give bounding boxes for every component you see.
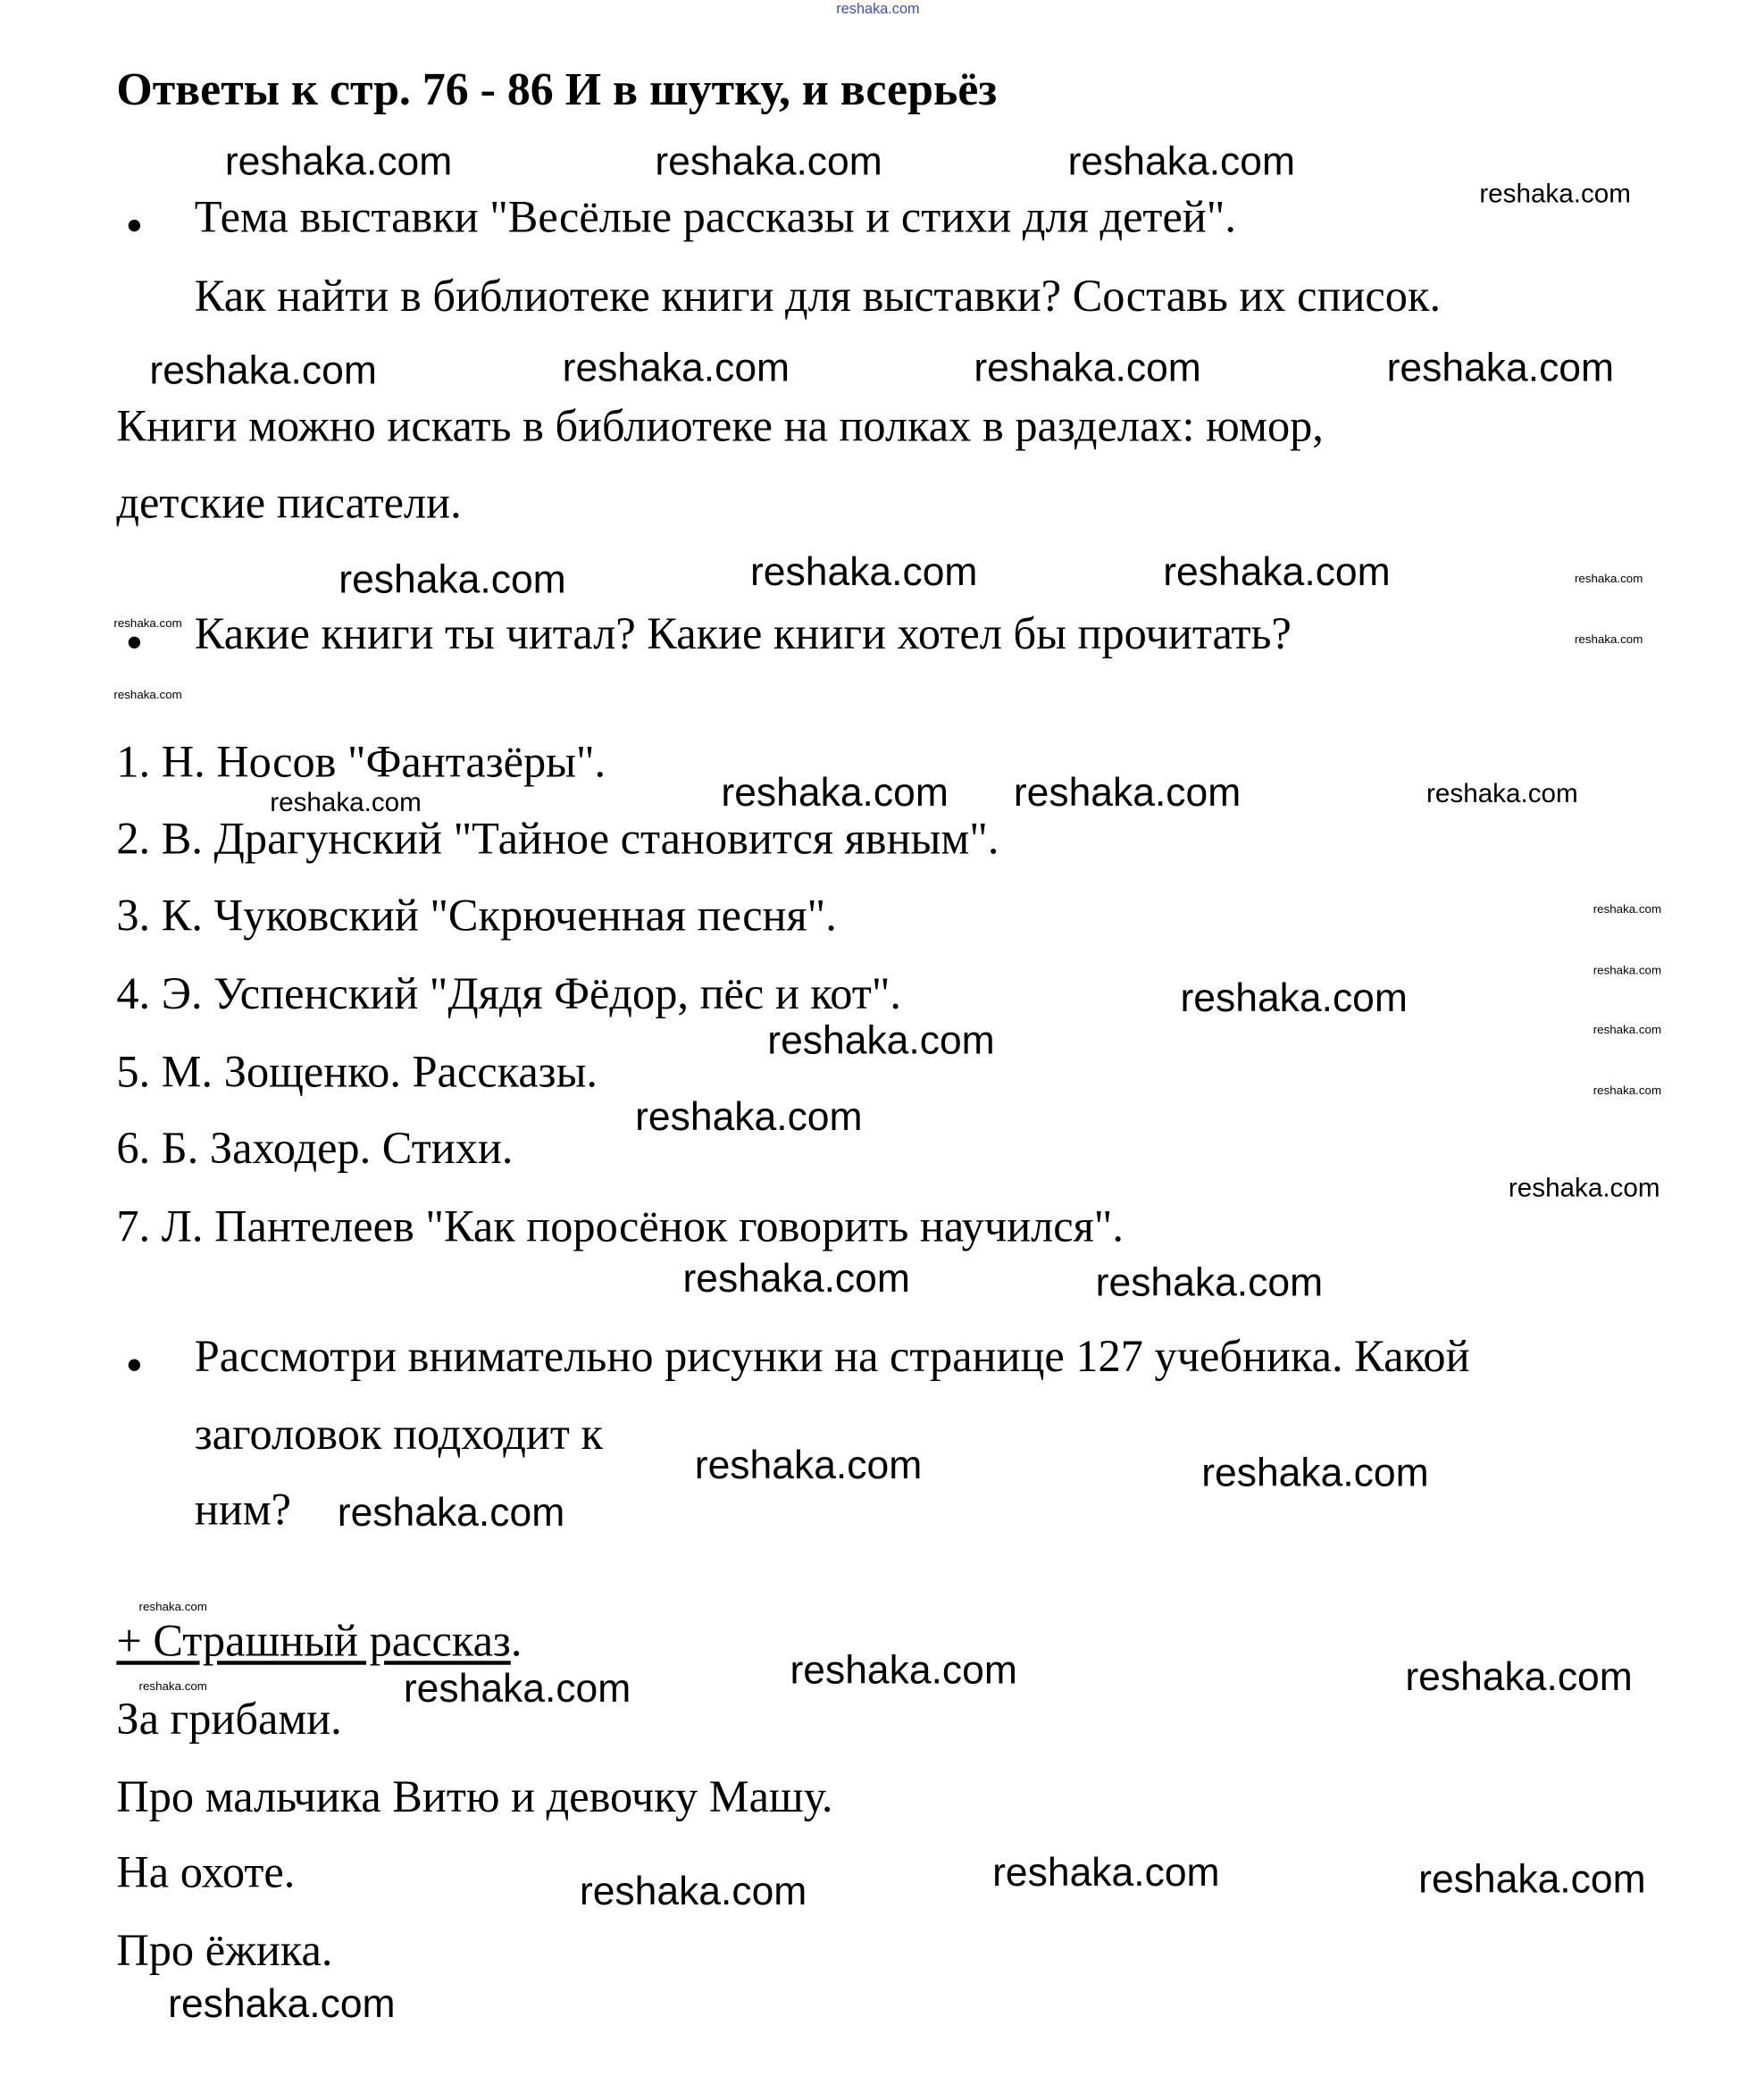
bullet-icon bbox=[129, 637, 140, 649]
watermark: reshaka.com bbox=[1574, 632, 1643, 646]
watermark: reshaka.com bbox=[113, 616, 182, 631]
watermark: reshaka.com bbox=[1067, 140, 1296, 184]
question-text: Тема выставки "Весёлые рассказы и стихи для детей". bbox=[194, 193, 1236, 243]
watermark: reshaka.com bbox=[655, 140, 882, 184]
watermark: reshaka.com bbox=[1593, 963, 1662, 977]
question-text: Какие книги ты читал? Какие книги хотел бы прочитать? bbox=[194, 609, 1292, 659]
watermark: reshaka.com bbox=[1574, 572, 1643, 585]
watermark: reshaka.com bbox=[1013, 771, 1241, 816]
watermark: reshaka.com bbox=[1163, 550, 1391, 595]
watermark: reshaka.com bbox=[224, 140, 453, 184]
watermark: reshaka.com bbox=[138, 1600, 207, 1613]
answer-option: Про ёжика. bbox=[116, 1927, 333, 1976]
list-item: 2. В. Драгунский "Тайное становится явным". bbox=[116, 815, 999, 865]
watermark: reshaka.com bbox=[1508, 1174, 1660, 1203]
watermark: reshaka.com bbox=[1201, 1452, 1429, 1496]
watermark: reshaka.com bbox=[337, 1491, 565, 1536]
list-item: 6. Б. Заходер. Стихи. bbox=[116, 1125, 514, 1175]
watermark: reshaka.com bbox=[1593, 902, 1662, 916]
watermark: reshaka.com bbox=[635, 1095, 863, 1140]
answer-text: Книги можно искать в библиотеке на полках в разделах: юмор, bbox=[116, 402, 1324, 452]
watermark: reshaka.com bbox=[836, 1, 920, 18]
watermark: reshaka.com bbox=[694, 1444, 923, 1488]
watermark: reshaka.com bbox=[1095, 1260, 1324, 1305]
list-item: 1. Н. Носов "Фантазёры". bbox=[116, 738, 606, 788]
list-item: 4. Э. Успенский "Дядя Фёдор, пёс и кот". bbox=[116, 969, 901, 1019]
watermark: reshaka.com bbox=[1593, 1084, 1662, 1098]
list-item: 3. К. Чуковский "Скрюченная песня". bbox=[116, 891, 837, 942]
watermark: reshaka.com bbox=[1180, 976, 1408, 1021]
watermark: reshaka.com bbox=[562, 347, 790, 391]
watermark: reshaka.com bbox=[113, 688, 182, 702]
watermark: reshaka.com bbox=[270, 788, 422, 818]
list-item: 7. Л. Пантелеев "Как поросёнок говорить научился". bbox=[116, 1202, 1124, 1252]
list-item: 5. М. Зощенко. Рассказы. bbox=[116, 1048, 598, 1098]
watermark: reshaka.com bbox=[790, 1648, 1017, 1693]
watermark: reshaka.com bbox=[682, 1257, 910, 1301]
watermark: reshaka.com bbox=[721, 771, 949, 816]
watermark: reshaka.com bbox=[168, 1982, 396, 2027]
watermark: reshaka.com bbox=[579, 1870, 807, 1914]
watermark: reshaka.com bbox=[138, 1679, 207, 1693]
bullet-icon bbox=[129, 1360, 140, 1371]
answer-text: детские писатели. bbox=[116, 479, 462, 529]
watermark: reshaka.com bbox=[974, 347, 1201, 391]
answer-option: За грибами. bbox=[116, 1695, 342, 1745]
watermark: reshaka.com bbox=[767, 1018, 995, 1063]
watermark: reshaka.com bbox=[149, 349, 377, 394]
selected-answer-period: . bbox=[510, 1617, 523, 1667]
watermark: reshaka.com bbox=[1405, 1655, 1633, 1700]
watermark: reshaka.com bbox=[339, 558, 566, 603]
question-text: Рассмотри внимательно рисунки на странице 127 учебника. Какой bbox=[194, 1332, 1470, 1382]
answer-option: Про мальчика Витю и девочку Машу. bbox=[116, 1773, 833, 1823]
watermark: reshaka.com bbox=[1426, 779, 1578, 809]
watermark: reshaka.com bbox=[1479, 180, 1631, 210]
watermark: reshaka.com bbox=[403, 1667, 631, 1712]
question-text: заголовок подходит к bbox=[194, 1410, 603, 1460]
question-text: Как найти в библиотеке книги для выставки? Составь их список. bbox=[194, 272, 1442, 322]
selected-answer-label: + Страшный рассказ bbox=[116, 1617, 511, 1667]
answer-option: На охоте. bbox=[116, 1848, 296, 1898]
page-title: Ответы к стр. 76 - 86 И в шутку, и всерьёз bbox=[116, 63, 998, 115]
watermark: reshaka.com bbox=[992, 1851, 1220, 1896]
watermark: reshaka.com bbox=[750, 550, 978, 595]
question-text: ним? bbox=[194, 1486, 291, 1536]
watermark: reshaka.com bbox=[1418, 1858, 1646, 1902]
watermark: reshaka.com bbox=[1386, 347, 1615, 391]
selected-answer bbox=[116, 1617, 523, 1667]
watermark: reshaka.com bbox=[1593, 1023, 1662, 1037]
bullet-icon bbox=[129, 220, 140, 231]
